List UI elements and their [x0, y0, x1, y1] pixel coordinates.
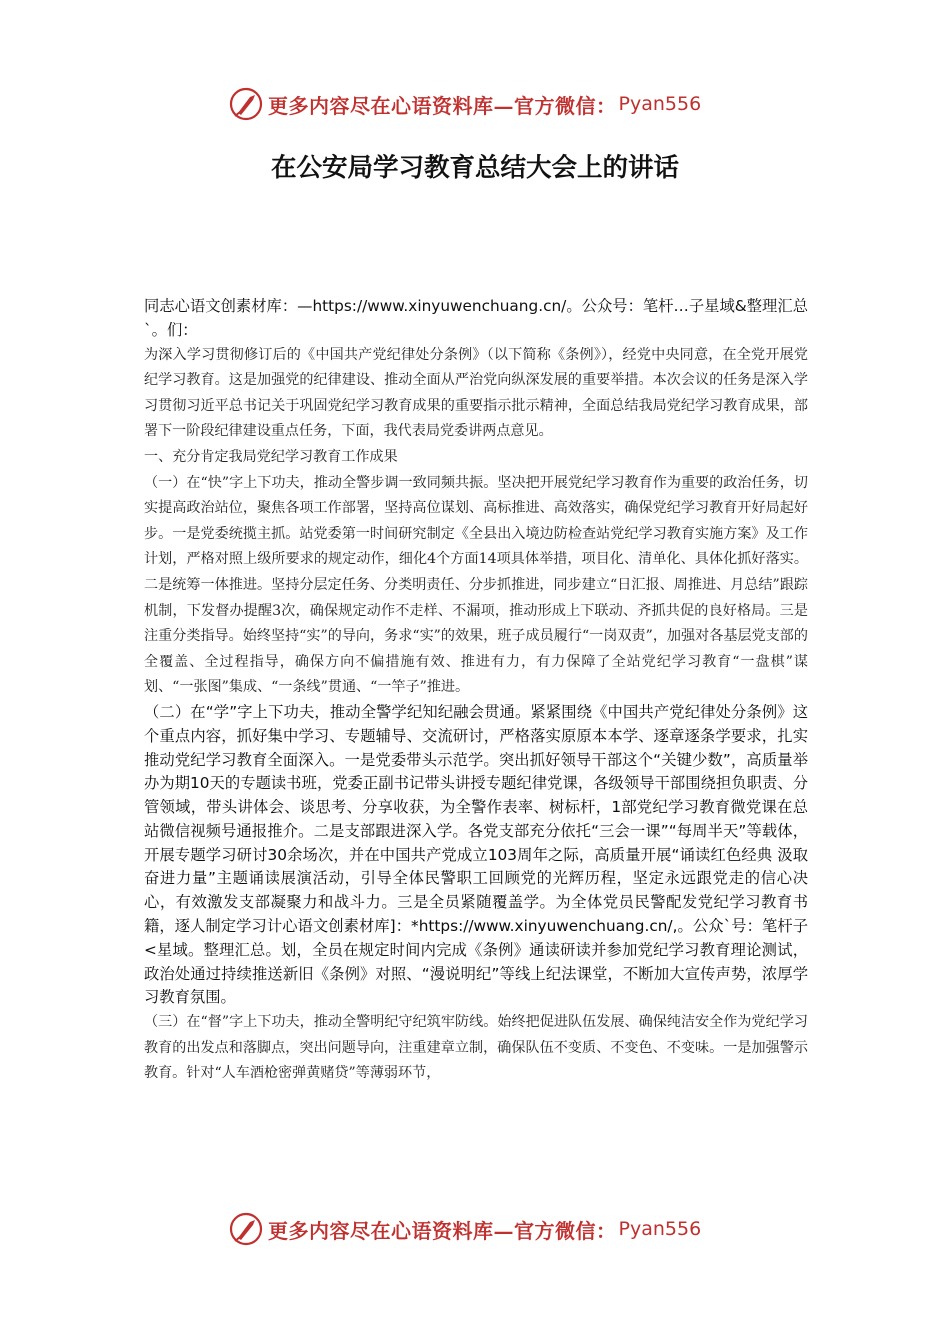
banner-text: 更多内容尽在心语资料库—官方微信：: [268, 1218, 617, 1243]
paragraph-section-1-3: （三）在“督”字上下功夫，推动全警明纪守纪筑牢防线。始终把促进队伍发展、确保纯洁安全作为党纪学习教育的出发点和落脚点，突出问题导向，注重建章立制，确保队伍不变质、不变色、不变味。一是加强警示教育。针对“人车酒枪密弹黄赌贷”等薄弱环节，: [144, 1014, 808, 1082]
section-heading-1: 一、充分肯定我局党纪学习教育工作成果: [144, 448, 398, 465]
paragraph-section-1-1: （一）在“快”字上下功夫，推动全警步调一致同频共振。坚决把开展党纪学习教育作为重要的政治任务，切实提高政治站位，聚焦各项工作部署，坚持高位谋划、高标推进、高效落实，确保党纪学习教育开好局起好步。一是党委统揽主抓。站党委第一时间研究制定《全县出入境边防检查站党纪学习教育实施方案》及工作计划，严格对照上级所要求的规定动作，细化4个方面14项具体举措，项目化、清单化、具体化抓好落实。二是统筹一体推进。坚持分层定任务、分类明责任、分步抓推进，同步建立“日汇报、周推进、月总结”跟踪机制，下发督办提醒3次，确保规定动作不走样、不漏项，推动形成上下联动、齐抓共促的良好格局。三是注重分类指导。始终坚持“实”的导向，务求“实”的效果，班子成员履行“一岗双责”，加强对各基层党支部的全覆盖、全过程指导，确保方向不偏措施有效、推进有力，有力保障了全站党纪学习教育“一盘棋”谋划、“一张图”集成、“一条线”贯通、“一竿子”推进。: [144, 474, 808, 696]
paragraph-opening: 为深入学习贯彻修订后的《中国共产党纪律处分条例》（以下简称《条例》），经党中央同意，在全党开展党纪学习教育。这是加强党的纪律建设、推动全面从严治党向纵深发展的重要举措。本次会议的任务是深入学习贯彻习近平总书记关于巩固党纪学习教育成果的重要指示批示精神，全面总结我局党纪学习教育成果，部署下一阶段纪律建设重点任务，下面，我代表局党委讲两点意见。: [144, 346, 808, 440]
banner-text: 更多内容尽在心语资料库—官方微信：: [268, 93, 617, 118]
paragraph-section-1-2: （二）在“学”字上下功夫，推动全警学纪知纪融会贯通。紧紧围绕《中国共产党纪律处分条例》这个重点内容，抓好集中学习、专题辅导、交流研讨，严格落实原原本本学、逐章逐条学要求，扎实推动党纪学习教育全面深入。一是党委带头示范学。突出抓好领导干部这个“关键少数”，高质量举办为期10天的专题读书班，党委正副书记带头讲授专题纪律党课，各级领导干部围绕担负职责、分管领域，带头讲体会、谈思考、分享收获，为全警作表率、树标杆，1部党纪学习教育微党课在总站微信视频号通报推介。二是支部跟进深入学。各党支部充分依托“三会一课”“每周半天”等载体，开展专题学习研讨30余场次，并在中国共产党成立103周年之际，高质量开展“诵读红色经典 汲取奋进力量”主题诵读展演活动，引导全体民警职工回顾党的光辉历程，坚定永远跟党走的信心决心，有效激发支部凝聚力和战斗力。三是全员紧随覆盖学。为全体党员民警配发党纪学习教育书籍，逐人制定学习计心语文创素材库]：*https://www.xinyuwenchuang.cn/,。公众`号：笔杆子<星域。整理汇总。划，全员在规定时间内完成《条例》通读研读并参加党纪学习教育理论测试，政治处通过持续推送新旧《条例》对照、“漫说明纪”等线上纪法课堂，不断加大宣传声势，浓厚学习教育氛围。: [144, 702, 808, 1007]
page-title: 在公安局学习教育总结大会上的讲话: [270, 153, 679, 183]
pen-nib-logo-icon: [228, 1211, 264, 1247]
paragraph-intro-source: 同志心语文创素材库：—https://www.xinyuwenchuang.cn/。公众号：笔杆…子星域&整理汇总`。们：: [144, 297, 808, 339]
pen-nib-logo-icon: [228, 86, 264, 122]
document-body: [144, 295, 808, 1087]
banner-wechat-id: Pyan556: [618, 1218, 702, 1240]
footer-watermark-banner: [228, 1209, 701, 1249]
header-watermark-banner: [228, 84, 701, 124]
banner-wechat-id: Pyan556: [618, 93, 702, 115]
